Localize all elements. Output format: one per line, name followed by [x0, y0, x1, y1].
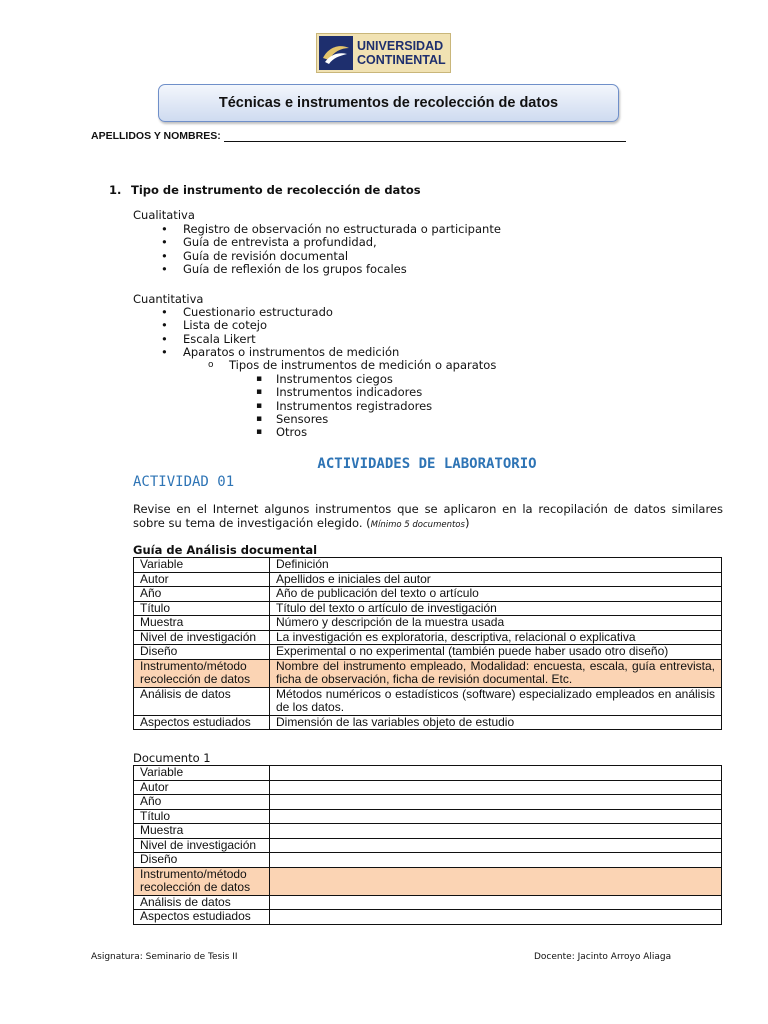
document-table	[133, 765, 722, 925]
table-cell: Título del texto o artículo de investigación	[270, 601, 722, 616]
table-cell: Título	[134, 809, 270, 824]
table-row-highlighted	[134, 659, 722, 687]
name-field	[91, 130, 626, 142]
activity-instructions	[133, 502, 723, 532]
table-row	[134, 838, 722, 853]
table-row	[134, 780, 722, 795]
table-row	[134, 853, 722, 868]
cualitativa-list	[183, 223, 501, 276]
logo-emblem-icon	[319, 36, 353, 70]
table-cell: Instrumento/método recolección de datos	[134, 659, 270, 687]
table-cell: Aspectos estudiados	[134, 910, 270, 925]
footer-course: Asignatura: Seminario de Tesis II	[91, 952, 238, 962]
table-row	[134, 715, 722, 730]
table-cell: Año	[134, 587, 270, 602]
table-cell: Apellidos e iniciales del autor	[270, 572, 722, 587]
list-item: • Escala Likert	[183, 333, 399, 346]
logo-line-1: UNIVERSIDAD	[357, 39, 444, 53]
table-cell-blank[interactable]	[270, 780, 722, 795]
table-cell: Variable	[134, 558, 270, 573]
table-cell: Instrumento/método recolección de datos	[134, 867, 270, 895]
table-cell: Dimensión de las variables objeto de estudio	[270, 715, 722, 730]
document-title: Técnicas e instrumentos de recolección de datos	[218, 95, 559, 111]
table-cell: Muestra	[134, 824, 270, 839]
table-cell: Experimental o no experimental (también puede haber usado otro diseño)	[270, 645, 722, 660]
table-row	[134, 795, 722, 810]
table-cell: Nombre del instrumento empleado, Modalidad: encuesta, escala, guía entrevista, ficha de observación, ficha de revisión documental. Etc.	[270, 659, 722, 687]
table-cell-blank[interactable]	[270, 824, 722, 839]
document-title-box	[158, 84, 619, 122]
activity-note: Mínimo 5 documentos	[370, 520, 465, 530]
table-cell: Autor	[134, 780, 270, 795]
table-cell: Año de publicación del texto o artículo	[270, 587, 722, 602]
table-row	[134, 558, 722, 573]
activity-close: )	[464, 516, 470, 530]
guide-table	[133, 557, 722, 730]
table-cell-blank[interactable]	[270, 795, 722, 810]
sub-sub-list-item: ▪ Instrumentos registradores	[276, 400, 432, 413]
table-row-highlighted	[134, 867, 722, 895]
sub-list-item: o Tipos de instrumentos de medición o aparatos	[229, 359, 496, 372]
table-cell-blank[interactable]	[270, 809, 722, 824]
table-row	[134, 630, 722, 645]
table-cell: Autor	[134, 572, 270, 587]
sub-sub-list-item: ▪ Instrumentos ciegos	[276, 373, 432, 386]
table-cell: Análisis de datos	[134, 687, 270, 715]
document-table-title: Documento 1	[133, 751, 211, 765]
guide-table-title: Guía de Análisis documental	[133, 543, 318, 557]
section-number: 1.	[109, 183, 122, 197]
measurement-sublist	[229, 359, 496, 372]
list-item: • Cuestionario estructurado	[183, 306, 399, 319]
table-cell-blank[interactable]	[270, 895, 722, 910]
sub-sub-list-item: ▪ Sensores	[276, 413, 432, 426]
sub-sub-list-item: ▪ Otros	[276, 426, 432, 439]
lab-activities-heading: ACTIVIDADES DE LABORATORIO	[317, 456, 537, 472]
section-title: Tipo de instrumento de recolección de datos	[131, 183, 421, 197]
table-cell: Muestra	[134, 616, 270, 631]
name-label: APELLIDOS Y NOMBRES:	[91, 130, 221, 142]
table-cell: La investigación es exploratoria, descriptiva, relacional o explicativa	[270, 630, 722, 645]
table-row	[134, 809, 722, 824]
table-row	[134, 910, 722, 925]
name-blank-line	[224, 130, 626, 142]
table-row	[134, 687, 722, 715]
table-cell: Nivel de investigación	[134, 630, 270, 645]
table-row	[134, 645, 722, 660]
section-1-heading	[109, 183, 421, 197]
table-cell: Análisis de datos	[134, 895, 270, 910]
table-cell-blank[interactable]	[270, 853, 722, 868]
list-item: • Registro de observación no estructurada o participante	[183, 223, 501, 236]
table-cell-blank[interactable]	[270, 910, 722, 925]
table-row	[134, 601, 722, 616]
table-row	[134, 587, 722, 602]
table-cell-blank[interactable]	[270, 867, 722, 895]
table-cell: Aspectos estudiados	[134, 715, 270, 730]
logo-line-2: CONTINENTAL	[357, 53, 446, 67]
cualitativa-label: Cualitativa	[133, 208, 195, 222]
sub-sub-list-item: ▪ Instrumentos indicadores	[276, 386, 432, 399]
table-row	[134, 616, 722, 631]
table-row	[134, 766, 722, 781]
table-cell: Diseño	[134, 853, 270, 868]
activity-text: Revise en el Internet algunos instrumentos que se aplicaron en la recopilación de datos similares sobre su tema de investigación elegido. (	[133, 502, 723, 530]
list-item: • Guía de entrevista a profundidad,	[183, 236, 501, 249]
table-cell: Diseño	[134, 645, 270, 660]
table-row	[134, 824, 722, 839]
cuantitativa-label: Cuantitativa	[133, 292, 204, 306]
list-item: • Guía de revisión documental	[183, 250, 501, 263]
measurement-types-list	[276, 373, 432, 439]
table-cell: Número y descripción de la muestra usada	[270, 616, 722, 631]
table-row	[134, 572, 722, 587]
table-cell: Nivel de investigación	[134, 838, 270, 853]
table-cell: Definición	[270, 558, 722, 573]
list-item: • Aparatos o instrumentos de medición	[183, 346, 399, 359]
table-cell-blank[interactable]	[270, 838, 722, 853]
cuantitativa-list	[183, 306, 399, 359]
table-cell: Variable	[134, 766, 270, 781]
footer-teacher: Docente: Jacinto Arroyo Aliaga	[534, 952, 672, 962]
table-cell: Métodos numéricos o estadísticos (software) especializado empleados en análisis de los datos.	[270, 687, 722, 715]
table-cell: Título	[134, 601, 270, 616]
list-item: • Guía de reflexión de los grupos focales	[183, 263, 501, 276]
university-logo	[316, 33, 451, 73]
table-cell-blank[interactable]	[270, 766, 722, 781]
table-row	[134, 895, 722, 910]
list-item: • Lista de cotejo	[183, 319, 399, 332]
activity-heading: ACTIVIDAD 01	[133, 474, 235, 490]
table-cell: Año	[134, 795, 270, 810]
